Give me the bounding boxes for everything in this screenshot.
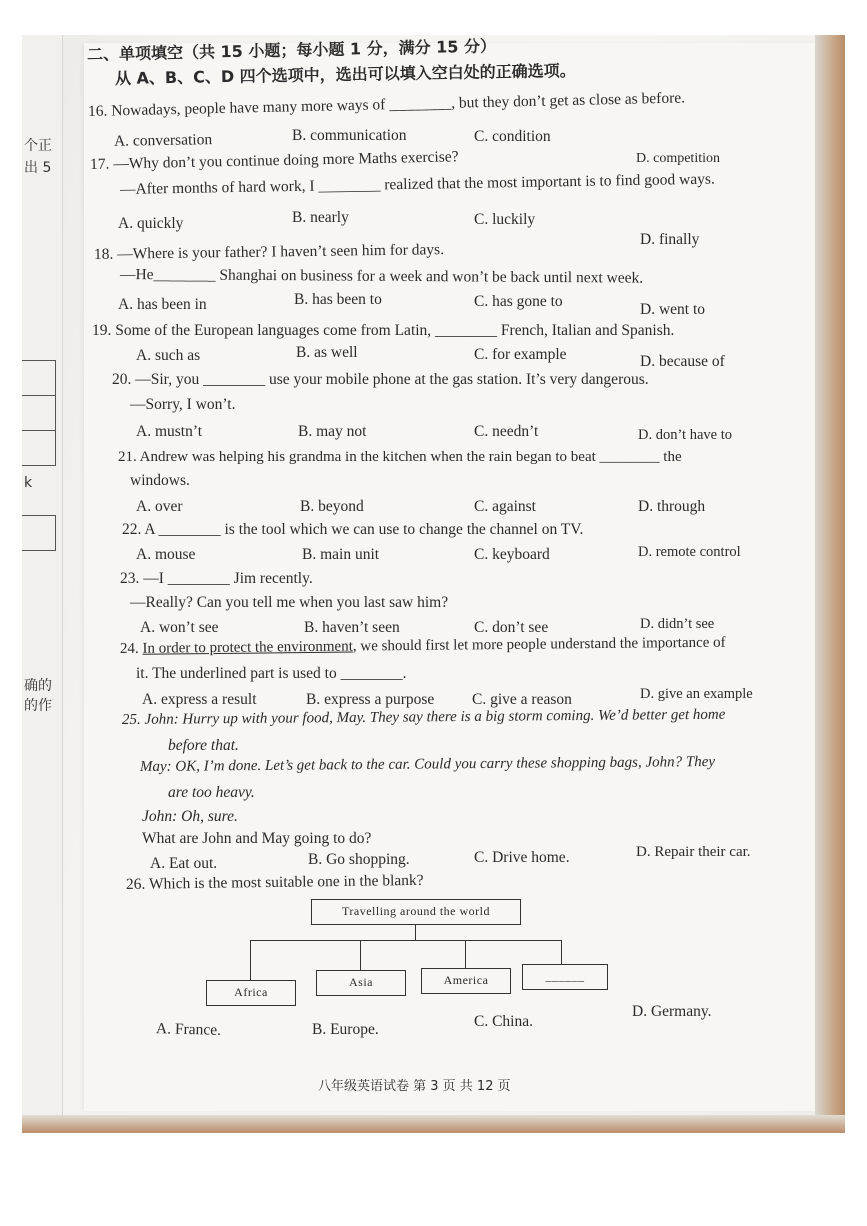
option: C. needn’t <box>474 423 539 440</box>
left-page-rule <box>22 395 56 396</box>
option: D. Repair their car. <box>636 844 751 860</box>
option: D. because of <box>640 353 725 370</box>
tree-node: Africa <box>206 980 296 1006</box>
option: C. Drive home. <box>474 849 570 866</box>
option: B. Europe. <box>312 1021 379 1038</box>
dialogue-line: John: Oh, sure. <box>142 808 238 825</box>
option: B. communication <box>292 127 407 144</box>
option: A. Eat out. <box>150 855 218 872</box>
question-stem: —He________ Shanghai on business for a week and won’t be back until next week. <box>119 266 644 287</box>
option: D. Germany. <box>632 1003 712 1020</box>
question-stem: 17. —Why don’t you continue doing more Maths exercise? <box>89 148 459 173</box>
option: A. over <box>136 498 183 515</box>
desk-edge-right <box>815 35 845 1133</box>
option: A. won’t see <box>140 619 219 636</box>
dialogue-line: before that. <box>168 737 239 754</box>
tree-root: Travelling around the world <box>311 899 521 925</box>
left-page-fragment: 确的 <box>24 678 52 694</box>
option: A. such as <box>136 347 201 364</box>
tree-node: America <box>421 968 511 994</box>
option: D. don’t have to <box>638 427 732 443</box>
question-stem: windows. <box>130 472 190 489</box>
option: A. France. <box>155 1020 222 1039</box>
tree-node: Asia <box>316 970 406 996</box>
question-stem: it. The underlined part is used to ________. <box>136 665 407 682</box>
left-page-rule <box>22 465 56 466</box>
desk-edge-bottom <box>22 1115 845 1133</box>
option: C. against <box>474 498 536 515</box>
option: C. has gone to <box>474 293 563 310</box>
dialogue-line: 25. John: Hurry up with your food, May. They say there is a big storm coming. We’d better get home <box>121 706 726 728</box>
option: D. give an example <box>640 686 753 702</box>
left-page-rule <box>22 360 56 361</box>
question-stem-rest: , we should first let more people understand the importance of <box>352 634 726 655</box>
option: C. give a reason <box>472 691 572 708</box>
tree-connector <box>360 940 361 970</box>
question-number: 24. <box>119 640 143 657</box>
tree-connector <box>250 940 562 941</box>
left-page-rule <box>22 550 56 551</box>
option: B. nearly <box>292 209 349 226</box>
left-page-fragment: 出 5 <box>24 160 52 176</box>
option: D. through <box>638 498 706 515</box>
left-page-rule <box>55 360 56 465</box>
option: D. didn’t see <box>640 616 715 632</box>
left-page-rule <box>55 515 56 550</box>
photo-frame <box>22 35 845 1133</box>
tree-connector <box>561 940 562 964</box>
section-title: 二、单项填空（共 15 小题；每小题 1 分，满分 15 分） <box>86 36 497 64</box>
question-stem: —Really? Can you tell me when you last saw him? <box>130 594 449 611</box>
question-stem: 20. —Sir, you ________ use your mobile phone at the gas station. It’s very dangerous. <box>112 371 649 388</box>
question-stem: 23. —I ________ Jim recently. <box>120 570 313 587</box>
option: A. express a result <box>142 691 257 708</box>
option: B. main unit <box>302 546 380 563</box>
option: D. finally <box>640 231 700 248</box>
left-page-fragment: 的作 <box>24 698 52 714</box>
tree-node-blank: ______ <box>522 964 608 990</box>
dialogue-line: May: OK, I’m done. Let’s get back to the car. Could you carry these shopping bags, John? They <box>139 753 716 775</box>
option: B. express a purpose <box>306 691 435 708</box>
option: C. for example <box>474 346 567 363</box>
left-page-rule <box>22 430 56 431</box>
question-stem: —Sorry, I won’t. <box>130 396 236 413</box>
option: B. as well <box>296 344 358 361</box>
option: A. mouse <box>136 546 196 563</box>
option: D. competition <box>636 151 720 166</box>
option: B. haven’t seen <box>304 619 400 636</box>
left-page-fragment: k <box>24 475 33 491</box>
question-stem: 16. Nowadays, people have many more ways of ________, but they don’t get as close as before. <box>87 89 686 120</box>
option: C. luckily <box>474 211 536 228</box>
option: C. China. <box>474 1013 533 1030</box>
question-stem: 26. Which is the most suitable one in the blank? <box>125 871 424 893</box>
page-footer: 八年级英语试卷 第 3 页 共 12 页 <box>318 1079 511 1094</box>
option: A. has been in <box>118 296 207 313</box>
dialogue-line: are too heavy. <box>168 784 255 801</box>
option: B. may not <box>298 423 367 440</box>
exam-page <box>84 36 824 1111</box>
option: A. quickly <box>118 215 184 232</box>
section-instruction: 从 A、B、C、D 四个选项中，选出可以填入空白处的正确选项。 <box>114 60 576 88</box>
option: B. Go shopping. <box>308 851 410 868</box>
left-page-fragment: 个正 <box>24 138 52 154</box>
option: C. keyboard <box>474 546 550 563</box>
option: B. beyond <box>300 498 364 515</box>
question-stem: 18. —Where is your father? I haven’t seen him for days. <box>93 241 445 263</box>
left-page-edge <box>22 35 63 1133</box>
underlined-phrase: In order to protect the environment <box>142 638 353 657</box>
question-stem: What are John and May going to do? <box>142 830 372 847</box>
question-stem: —After months of hard work, I ________ realized that the most important is to find good ways. <box>119 170 715 198</box>
tree-connector <box>415 925 416 941</box>
option: D. went to <box>640 301 706 318</box>
option: A. conversation <box>113 131 213 150</box>
option: C. don’t see <box>474 619 549 636</box>
question-stem: 22. A ________ is the tool which we can use to change the channel on TV. <box>122 521 584 538</box>
option: C. condition <box>474 128 551 145</box>
option: A. mustn’t <box>136 423 203 440</box>
question-stem: 21. Andrew was helping his grandma in the kitchen when the rain began to beat ________ the <box>118 449 682 465</box>
option: D. remote control <box>638 544 741 560</box>
question-stem <box>120 634 726 658</box>
option: B. has been to <box>294 291 382 308</box>
tree-connector <box>250 940 251 980</box>
question-stem: 19. Some of the European languages come from Latin, ________ French, Italian and Spanish. <box>92 322 675 339</box>
tree-connector <box>465 940 466 968</box>
left-page-rule <box>22 515 56 516</box>
